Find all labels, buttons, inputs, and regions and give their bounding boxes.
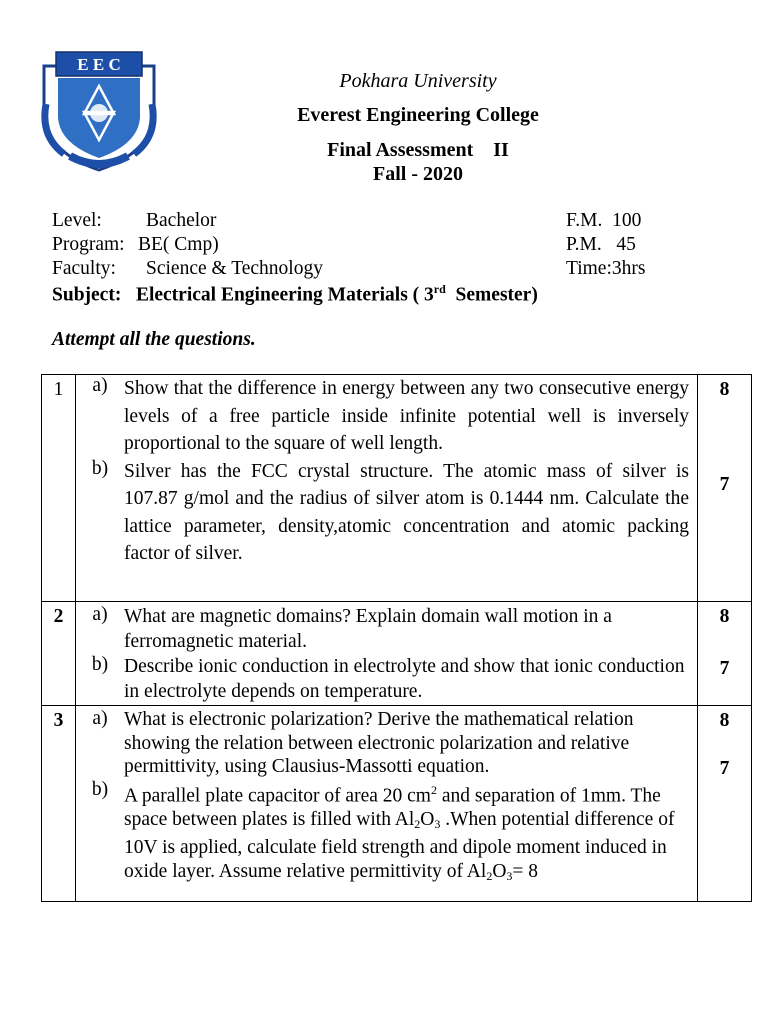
question-body xyxy=(76,706,698,902)
level-label: Level: xyxy=(52,210,102,231)
subscript: 3 xyxy=(434,816,441,831)
part-text-segment: O xyxy=(492,860,507,882)
subject-name: Electrical Engineering Materials ( 3 xyxy=(135,284,434,306)
instruction: Attempt all the questions. xyxy=(52,329,256,350)
faculty-value: Science & Technology xyxy=(146,258,323,279)
college-name: Everest Engineering College xyxy=(297,104,539,126)
marks-cell xyxy=(698,602,752,706)
logo-letters: E E C xyxy=(77,55,121,74)
full-marks: F.M. 100 xyxy=(566,210,642,231)
part-label: b) xyxy=(91,778,109,800)
marks: 7 xyxy=(719,658,730,679)
marks-cell xyxy=(698,706,752,902)
faculty-label: Faculty: xyxy=(52,258,116,279)
university-name: Pokhara University xyxy=(339,70,497,92)
part-text-segment: and separation of 1mm. The space between plates is filled with Al xyxy=(124,785,661,830)
program-value: BE( Cmp) xyxy=(138,234,219,255)
time-allowed: Time:3hrs xyxy=(566,258,646,279)
part-text: What are magnetic domains? Explain domain wall motion in a ferromagnetic material. xyxy=(124,606,612,652)
part-text: Describe ionic conduction in electrolyte and show that ionic conduction in electrolyte depends on temperature. xyxy=(124,656,685,702)
marks: 8 xyxy=(719,606,730,627)
exam-term: Fall - 2020 xyxy=(373,163,463,185)
question-part xyxy=(76,604,697,654)
marks: 8 xyxy=(719,379,730,400)
pass-marks: P.M. 45 xyxy=(566,234,636,255)
program-label: Program: xyxy=(52,234,125,255)
part-text xyxy=(124,779,697,889)
part-text: Show that the difference in energy between any two consecutive energy levels of a free particle inside infinite potential well is inversely proportional to the square of well length. xyxy=(124,378,689,454)
part-text-segment: A parallel plate capacitor of area 20 cm xyxy=(124,785,431,806)
superscript: 2 xyxy=(430,782,437,797)
question-number: 2 xyxy=(42,602,76,706)
question-number: 3 xyxy=(42,706,76,902)
question-part xyxy=(76,458,697,568)
subject-semester: Semester) xyxy=(445,284,538,306)
marks: 7 xyxy=(719,474,730,495)
question-row xyxy=(42,706,752,902)
subject-line xyxy=(52,282,538,307)
marks-cell xyxy=(698,375,752,602)
part-label: a) xyxy=(92,708,108,729)
question-part xyxy=(76,375,697,458)
marks: 8 xyxy=(719,710,730,731)
question-number: 1 xyxy=(42,375,76,602)
questions-table xyxy=(41,374,752,902)
question-part xyxy=(76,779,697,889)
part-text-segment: O xyxy=(420,808,435,830)
subscript: 3 xyxy=(506,868,513,883)
part-label: a) xyxy=(92,604,108,625)
marks: 7 xyxy=(719,758,730,779)
part-text: What is electronic polarization? Derive the mathematical relation showing the relation between electronic polarization and relative permittivity, using Clausius-Massotti equation. xyxy=(124,709,634,777)
exam-title: Final Assessment II xyxy=(327,139,509,161)
question-body xyxy=(76,602,698,706)
part-label: b) xyxy=(91,654,109,675)
subject-label: Subject: xyxy=(52,284,122,306)
part-text-segment: .When potential difference of 10V is applied, calculate field strength and dipole moment induced in oxide layer. Assume relative permittivity of Al xyxy=(124,808,675,882)
subscript: 2 xyxy=(486,868,493,883)
question-body xyxy=(76,375,698,602)
part-label: a) xyxy=(92,375,108,396)
subject-sup: rd xyxy=(433,282,446,296)
subscript: 2 xyxy=(414,816,421,831)
question-part xyxy=(76,654,697,704)
part-text-segment: = 8 xyxy=(512,860,539,882)
part-text: Silver has the FCC crystal structure. The atomic mass of silver is 107.87 g/mol and the radius of silver atom is 0.1444 nm. Calculate the lattice parameter, density,atomic concentration and atomic packing factor of silver. xyxy=(124,460,689,564)
question-row xyxy=(42,602,752,706)
question-row xyxy=(42,375,752,602)
question-part xyxy=(76,708,697,779)
part-label: b) xyxy=(91,457,109,479)
level-value: Bachelor xyxy=(146,210,217,231)
